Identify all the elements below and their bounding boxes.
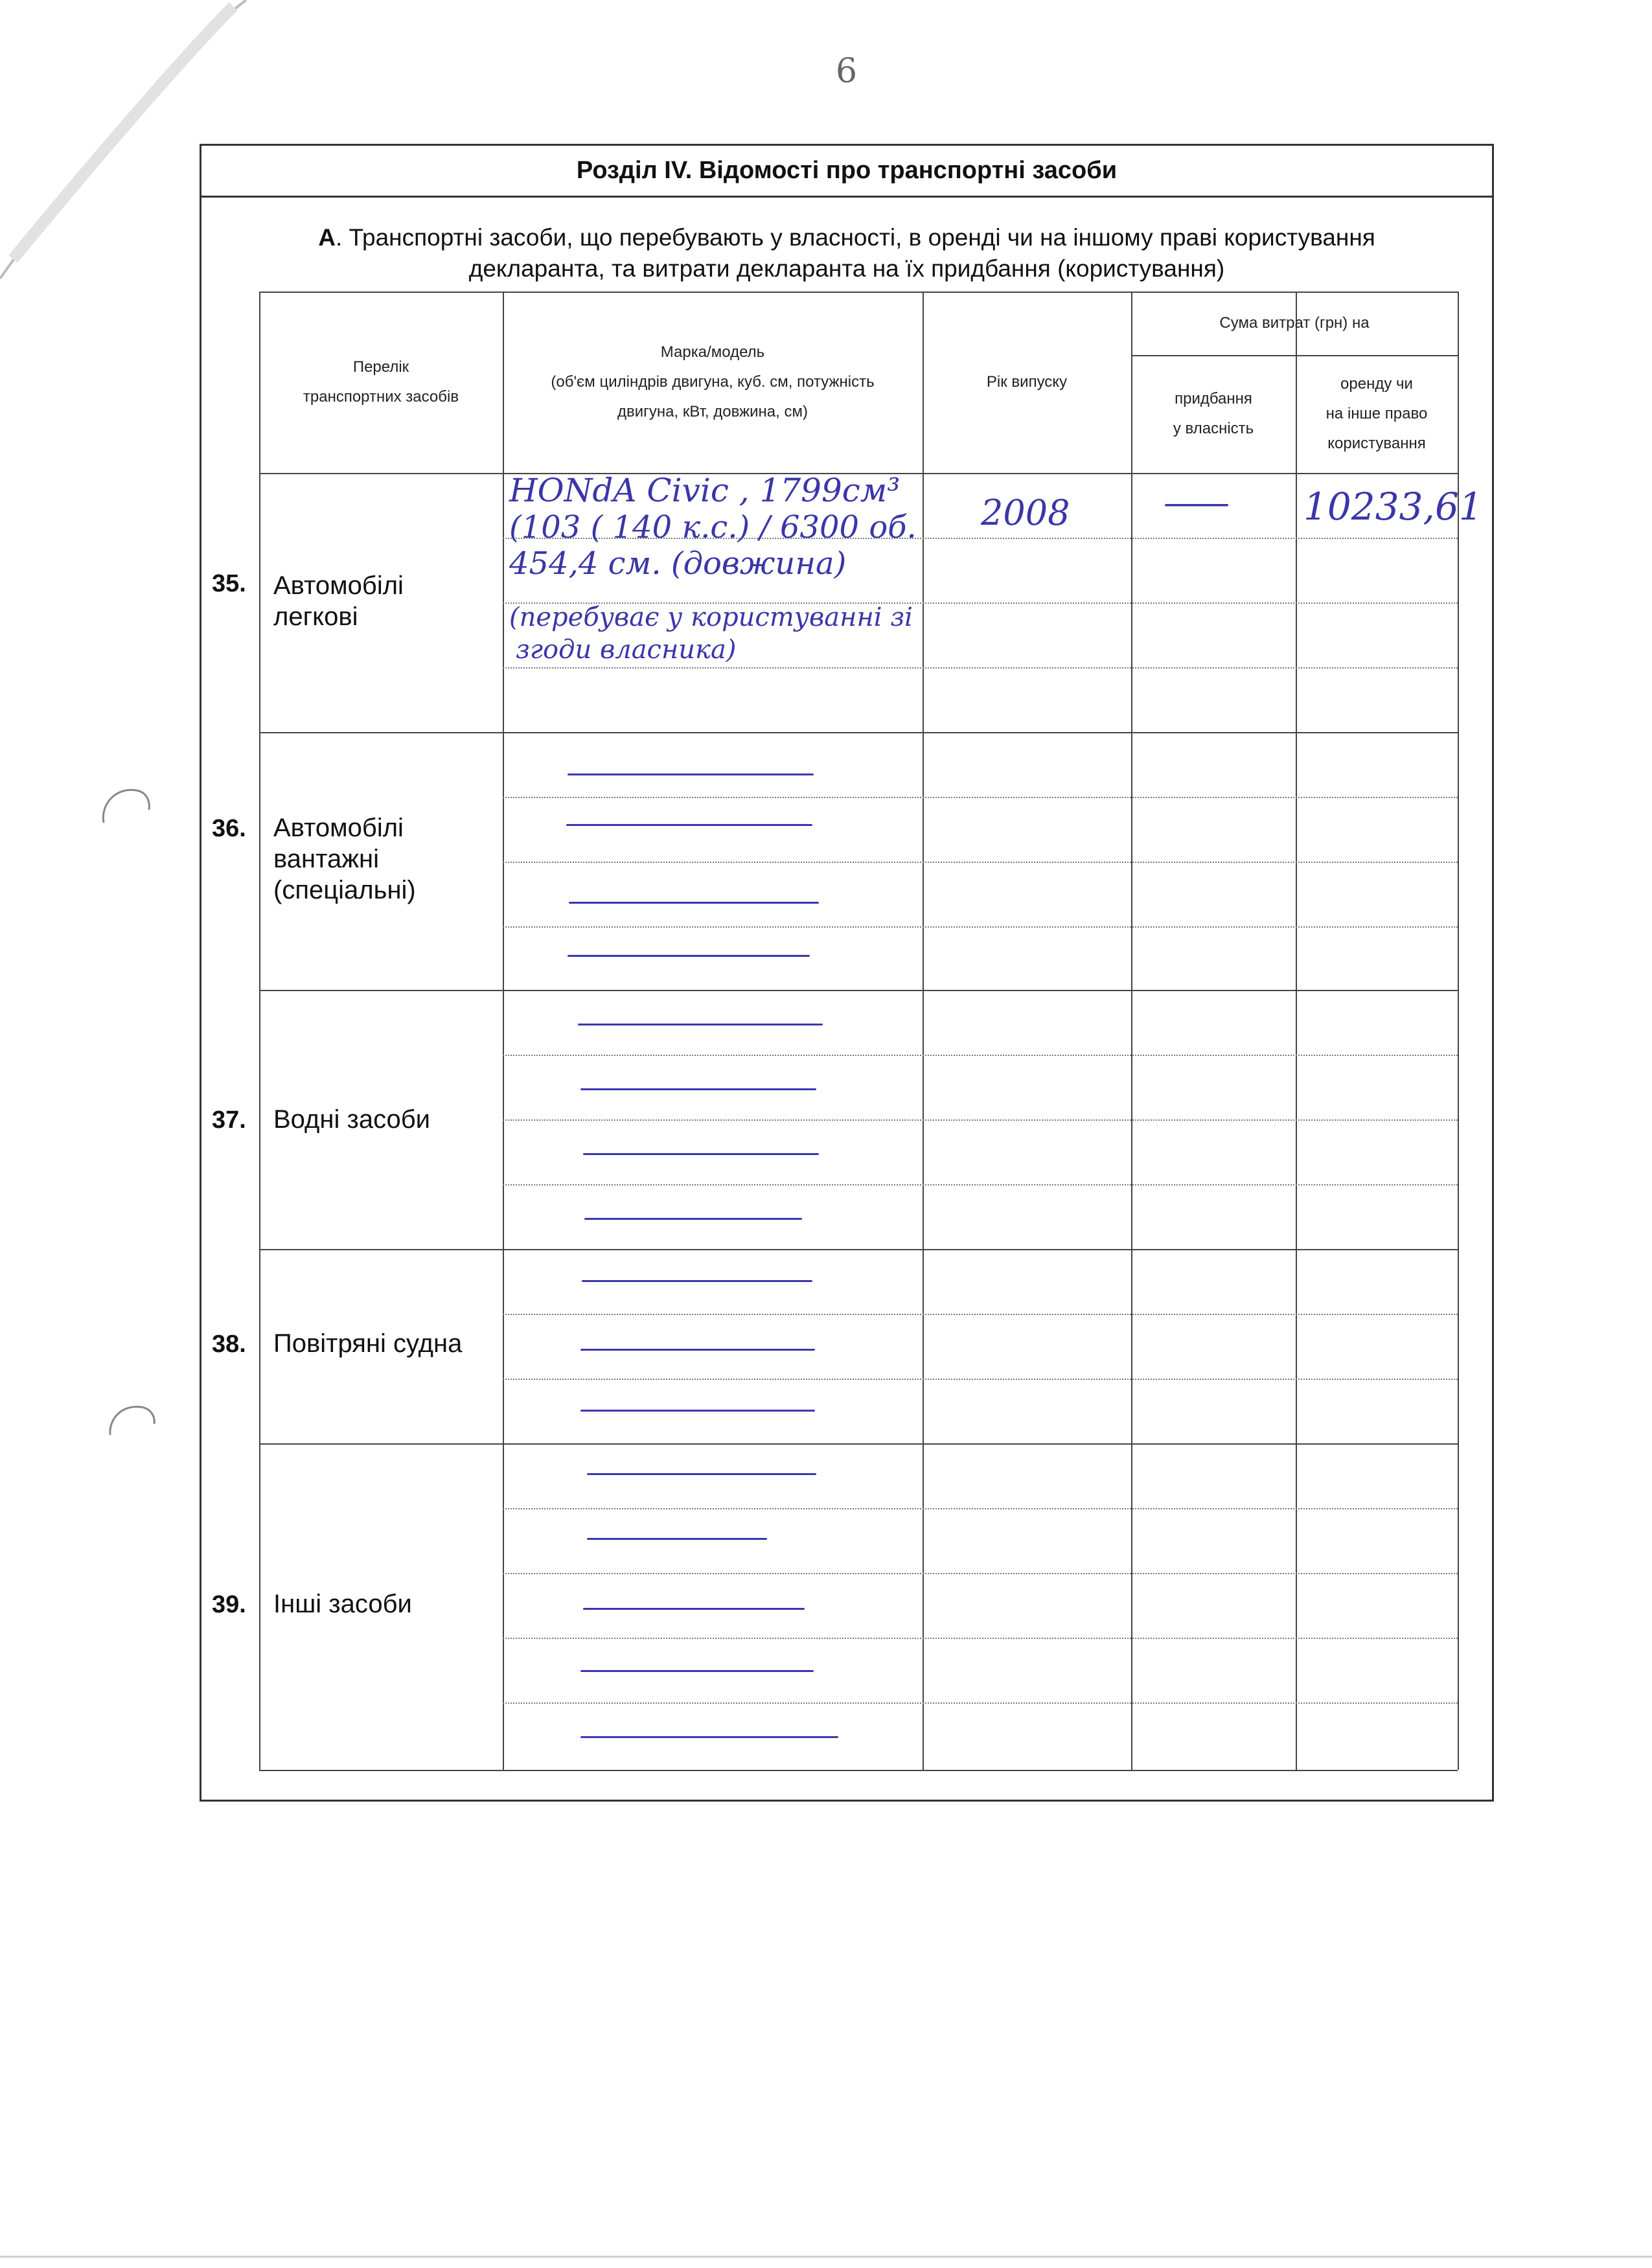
- header-brand-model: [503, 292, 923, 473]
- handwritten-usage-note-2: згоди власника): [516, 635, 737, 665]
- empty-entry-dash: [584, 1218, 802, 1220]
- subsection-text-2: декларанта, та витрати декларанта на їх придбання (користування): [468, 255, 1225, 282]
- header-text: придбання: [1175, 390, 1252, 407]
- punch-hole-top: [97, 784, 155, 829]
- handwritten-car-specs: (103 ( 140 к.с.) / 6300 об.: [509, 509, 917, 545]
- handwritten-car-length: 454,4 см. (довжина): [509, 545, 847, 582]
- row-label-text: Водні засоби: [273, 1105, 431, 1134]
- subsection-line-1: [201, 222, 1492, 253]
- empty-entry-dash: [580, 1736, 838, 1738]
- col-divider-2: [923, 292, 924, 1770]
- handwritten-year: 2008: [981, 492, 1070, 533]
- row-label-text: вантажні: [273, 845, 379, 873]
- empty-entry-dash: [568, 955, 810, 957]
- row-label-text: Повітряні судна: [273, 1329, 463, 1358]
- col-divider-3: [1131, 292, 1132, 1770]
- row-label-35: [273, 570, 494, 632]
- header-text: двигуна, кВт, довжина, см): [617, 403, 808, 420]
- handwritten-usage-note-1: (перебуває у користуванні зі: [509, 602, 913, 632]
- scan-edge: [0, 2256, 1652, 2258]
- subrow-line: [503, 667, 1458, 669]
- table-border-bottom: [259, 1770, 1458, 1771]
- header-text: (об'єм циліндрів двигуна, куб. см, потужність: [551, 373, 875, 391]
- row-label-text: Автомобілі: [273, 814, 404, 842]
- empty-entry-dash: [566, 824, 812, 826]
- empty-entry-dash: [587, 1473, 816, 1475]
- row-number-37: 37.: [212, 1106, 246, 1134]
- header-vehicle-list: [259, 292, 503, 473]
- subrow-line: [503, 1508, 1458, 1509]
- subrow-line: [503, 1573, 1458, 1574]
- header-text: Марка/модель: [660, 343, 765, 361]
- row-number-39: 39.: [212, 1591, 246, 1618]
- row-label-text: (спеціальні): [273, 876, 416, 904]
- col-divider-1: [503, 292, 504, 1770]
- row-number-38: 38.: [212, 1331, 246, 1358]
- subrow-line: [503, 797, 1458, 798]
- empty-entry-dash: [578, 1024, 823, 1025]
- row-35-bottom: [259, 732, 1458, 733]
- row-38-bottom: [259, 1443, 1458, 1445]
- subrow-line: [503, 1119, 1458, 1121]
- row-label-38: [273, 1328, 494, 1359]
- subsection-text-1: . Транспортні засоби, що перебувають у власності, в оренді чи на іншому праві користування: [335, 224, 1375, 251]
- header-text: Сума витрат (грн) на: [1219, 314, 1370, 332]
- header-text: користування: [1327, 435, 1426, 452]
- col-divider-4: [1296, 292, 1297, 1770]
- empty-entry-dash: [587, 1538, 767, 1540]
- header-text: на інше право: [1325, 405, 1428, 422]
- row-37-bottom: [259, 1249, 1458, 1250]
- header-text: у власність: [1173, 420, 1254, 437]
- empty-entry-dash: [583, 1608, 805, 1610]
- row-label-text: Інші засоби: [273, 1590, 412, 1618]
- empty-entry-dash: [582, 1280, 812, 1282]
- handwritten-purchase-dash: ——: [1164, 482, 1226, 523]
- subrow-line: [503, 1314, 1458, 1315]
- empty-entry-dash: [580, 1349, 815, 1351]
- row-label-text: Автомобілі: [273, 571, 404, 600]
- empty-entry-dash: [580, 1410, 815, 1412]
- empty-entry-dash: [583, 1153, 819, 1155]
- empty-entry-dash: [580, 1088, 816, 1090]
- handwritten-car-model: HONdA Civic , 1799см³: [509, 472, 901, 509]
- page-number: 6: [836, 52, 858, 91]
- handwritten-rent-amount: 10233,61: [1303, 485, 1483, 529]
- row-label-text: легкові: [273, 602, 358, 631]
- subrow-line: [503, 1379, 1458, 1380]
- subrow-line: [503, 1638, 1458, 1639]
- row-number-36: 36.: [212, 815, 246, 842]
- row-36-bottom: [259, 990, 1458, 991]
- subsection-heading: [201, 222, 1492, 284]
- empty-entry-dash: [569, 902, 819, 904]
- empty-entry-dash: [568, 773, 814, 775]
- row-label-37: [273, 1104, 494, 1135]
- header-text: оренду чи: [1340, 375, 1413, 393]
- header-text: транспортних засобів: [303, 388, 459, 406]
- subrow-line: [503, 1184, 1458, 1186]
- subrow-line: [503, 1055, 1458, 1056]
- punch-hole-bottom: [104, 1399, 162, 1445]
- empty-entry-dash: [580, 1670, 814, 1672]
- row-number-35: 35.: [212, 570, 246, 597]
- header-text: Рік випуску: [986, 373, 1068, 391]
- subrow-line: [503, 926, 1458, 928]
- section-title: Розділ IV. Відомості про транспортні засоби: [201, 146, 1492, 198]
- table-border-left: [259, 292, 260, 1770]
- row-label-36: [273, 812, 494, 906]
- header-rent: [1296, 355, 1458, 473]
- subrow-line: [503, 862, 1458, 863]
- row-label-39: [273, 1588, 494, 1620]
- header-year: [923, 292, 1131, 473]
- subrow-line: [503, 1702, 1458, 1704]
- header-purchase: [1131, 355, 1296, 473]
- subsection-letter: А: [318, 224, 336, 251]
- header-text: Перелік: [352, 358, 409, 376]
- header-costs: [1131, 292, 1458, 355]
